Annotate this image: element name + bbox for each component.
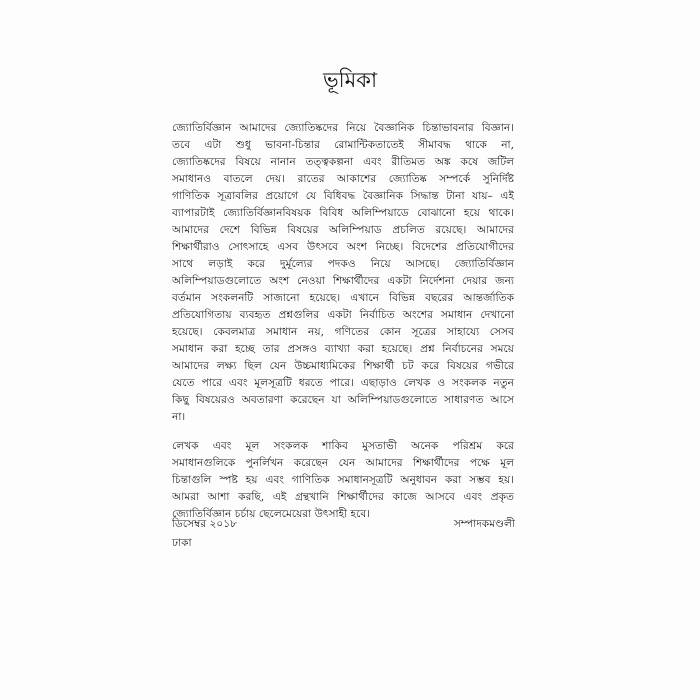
text-line: সমাধানগুলিকে পুনর্লিখন করেছেন যেন আমাদের শিক্ষার্থীদের পক্ষে মূল xyxy=(172,457,514,469)
text-line: তবে এটা শুধু ভাবনা-চিন্তার রোমান্টিকতাতেই সীমাবদ্ধ থাকে না, xyxy=(172,139,514,151)
footer-date: ডিসেম্বর ২০১৮ xyxy=(172,518,238,530)
text-line: না। xyxy=(172,411,186,423)
footer-place: ঢাকা xyxy=(172,537,192,549)
text-line: জ্যোতিষ্কদের বিষয়ে নানান তত্ত্বকল্পনা এবং রীতিমত অঙ্ক কষে জটিল xyxy=(172,156,514,168)
text-line: শিক্ষার্থীরাও সোৎসাহে এসব উৎসবে অংশ নিচ্ছে। বিদেশের প্রতিযোগীদের xyxy=(172,241,514,253)
text-line: গাণিতিক সূত্রাবলির প্রয়োগে যে বিধিবদ্ধ বৈজ্ঞানিক সিদ্ধান্ত টানা যায়– এই xyxy=(172,190,514,202)
text-line: হয়েছে। কেবলমাত্র সমাধান নয়, গণিতের কোন সূত্রের সাহায্যে সেসব xyxy=(172,326,514,338)
text-line: আমরা আশা করছি, এই গ্রন্থখানি শিক্ষার্থীদের কাজে আসবে এবং প্রকৃত xyxy=(172,491,514,503)
paragraph-1 xyxy=(172,120,514,426)
paragraph-gap xyxy=(172,426,514,438)
footer-date-place xyxy=(172,515,237,553)
text-line: সাথে লড়াই করে দুর্মূল্যের পদকও নিয়ে আসছে। জ্যোতির্বিজ্ঞান xyxy=(172,258,514,270)
text-line: সমাধানও বাতলে দেয়। রাতের আকাশের জ্যোতিষ্ক সম্পর্কে সুনির্দিষ্ট xyxy=(172,173,514,185)
text-line: চিন্তাগুলি স্পষ্ট হয় এবং গাণিতিক সমাধানসূত্রটি অনুধাবন করা সম্ভব হয়। xyxy=(172,474,514,486)
text-line: যেতে পারে এবং মূলসূত্রটি ধরতে পারে। এছাড়াও লেখক ও সংকলক নতুন xyxy=(172,377,514,389)
text-line: আমাদের লক্ষ্য ছিল যেন উচ্চমাধ্যমিকের শিক্ষার্থী চট করে বিষয়ের গভীরে xyxy=(172,360,514,372)
text-line: জ্যোতির্বিজ্ঞান চর্চায় ছেলেমেয়েরা উৎসাহী হবে। xyxy=(172,508,371,520)
text-line: সমাধান করা হচ্ছে তার প্রসঙ্গও ব্যাখ্যা করা হয়েছে। প্রশ্ন নির্বাচনের সময়ে xyxy=(172,343,514,355)
text-line: লেখক এবং মূল সংকলক শাকিব মুসতাভী অনেক পরিশ্রম করে xyxy=(172,440,514,452)
text-line: অলিম্পিয়াডগুলোতে অংশ নেওয়া শিক্ষার্থীদের একটা নির্দেশনা দেয়ার জন্য xyxy=(172,275,514,287)
text-line: বর্তমান সংকলনটি সাজানো হয়েছে। এখানে বিভিন্ন বছরের আন্তর্জাতিক xyxy=(172,292,514,304)
footer-signature: সম্পাদকমণ্ডলী xyxy=(453,518,515,530)
text-line: ব্যাপারটাই জ্যোতির্বিজ্ঞানবিষয়ক বিবিধ অলিম্পিয়াডে বোঝানো হয়ে থাকে। xyxy=(172,207,514,219)
preface-body xyxy=(172,120,514,523)
text-line: জ্যোতির্বিজ্ঞান আমাদের জ্যোতিষ্কদের নিয়ে বৈজ্ঞানিক চিন্তাভাবনার বিজ্ঞান। xyxy=(172,122,514,134)
text-line: আমাদের দেশে বিভিন্ন বিষয়ের অলিম্পিয়াড প্রচলিত রয়েছে। আমাদের xyxy=(172,224,514,236)
text-line: প্রতিযোগিতায় ব্যবহৃত প্রশ্নগুলির একটা নির্বাচিত অংশের সমাধান দেখানো xyxy=(172,309,514,321)
page-title: ভূমিকা xyxy=(322,68,378,92)
text-line: কিছু বিষয়েরও অবতারণা করেছেন যা অলিম্পিয়াডগুলোতে সাধারণত আসে xyxy=(172,394,514,406)
paragraph-2 xyxy=(172,438,514,523)
